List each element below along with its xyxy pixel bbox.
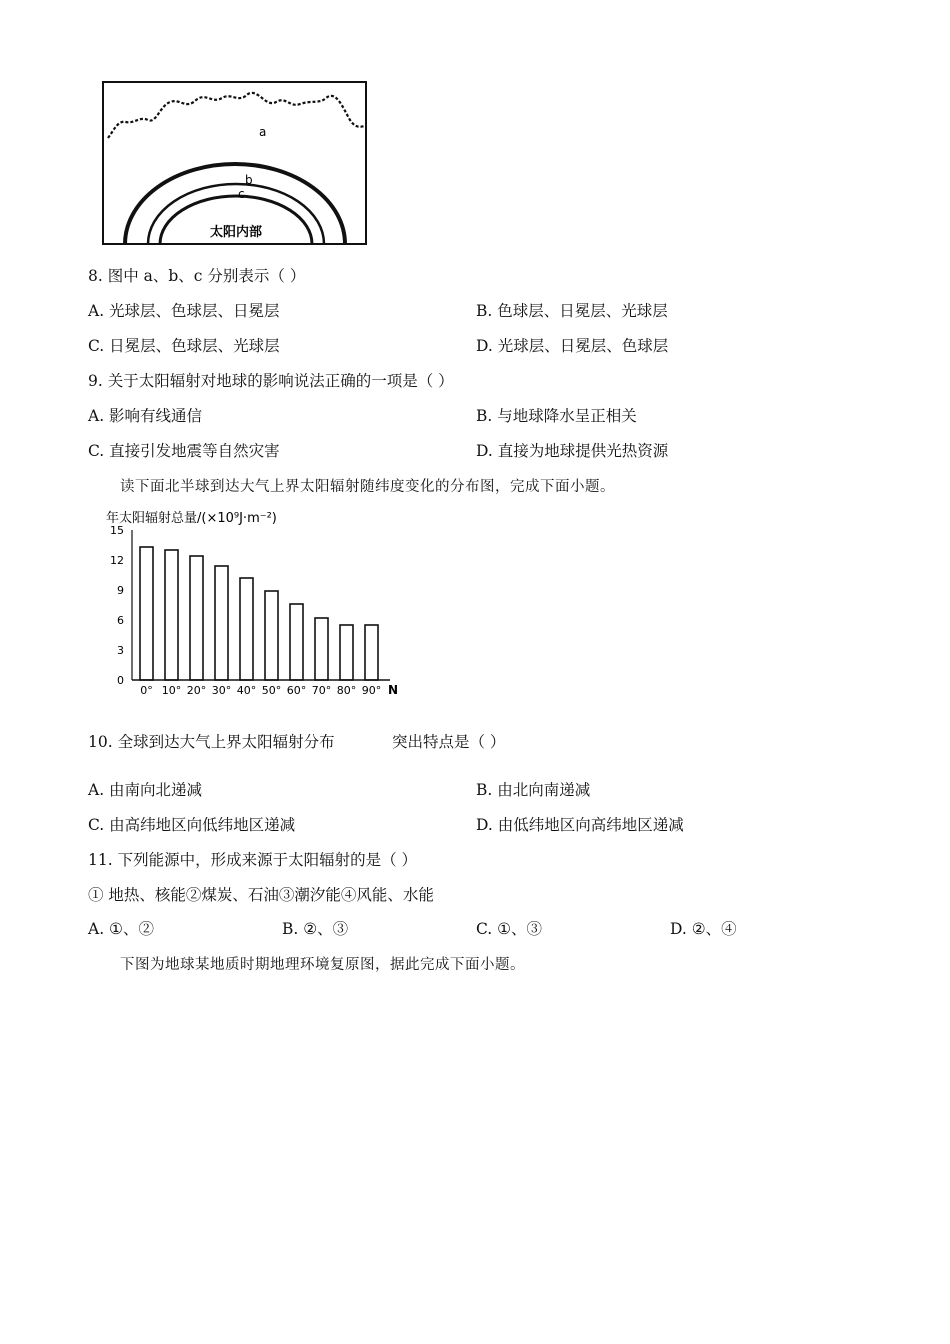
q10-option-c[interactable]: C. 由高纬地区向低纬地区递减 — [88, 816, 296, 834]
x-tick-label: 60° — [286, 684, 307, 697]
intro-geologic-period: 下图为地球某地质时期地理环境复原图，据此完成下面小题。 — [120, 957, 525, 973]
q10-option-a[interactable]: A. 由南向北递减 — [88, 781, 203, 799]
q10-stem: 10. 全球到达大气上界太阳辐射分布 — [88, 733, 335, 751]
x-tick-label: 40° — [236, 684, 257, 697]
x-tick-label: 50° — [261, 684, 282, 697]
q11-option-c[interactable]: C. ①、③ — [476, 920, 543, 938]
q9-option-b[interactable]: B. 与地球降水呈正相关 — [476, 407, 637, 425]
bar — [365, 625, 378, 680]
q9-option-c[interactable]: C. 直接引发地震等自然灾害 — [88, 442, 280, 460]
chart-title: 年太阳辐射总量/(×10⁹J·m⁻²) — [106, 511, 277, 526]
x-tick-label: 20° — [186, 684, 207, 697]
q10-option-b[interactable]: B. 由北向南递减 — [476, 781, 591, 799]
solar-atmosphere-diagram — [100, 80, 370, 248]
x-unit-label: N — [388, 683, 399, 697]
y-tick-label: 6 — [117, 614, 124, 627]
bar — [140, 547, 153, 680]
bar — [240, 578, 253, 680]
q8-stem: 8. 图中 a、b、c 分别表示（ ） — [88, 267, 306, 285]
y-tick-label: 9 — [117, 584, 124, 597]
q8-option-a[interactable]: A. 光球层、色球层、日冕层 — [88, 302, 280, 320]
label-solar-interior: 太阳内部 — [210, 225, 263, 240]
x-tick-label: 70° — [311, 684, 332, 697]
label-c: c — [238, 187, 245, 201]
intro-radiation-chart: 读下面北半球到达大气上界太阳辐射随纬度变化的分布图，完成下面小题。 — [120, 479, 615, 495]
label-a: a — [259, 125, 267, 139]
bar — [215, 566, 228, 680]
y-tick-label: 0 — [117, 674, 124, 687]
q9-option-a[interactable]: A. 影响有线通信 — [88, 407, 203, 425]
bar — [190, 556, 203, 680]
q9-stem: 9. 关于太阳辐射对地球的影响说法正确的一项是（ ） — [88, 372, 454, 390]
q11-stem: 11. 下列能源中，形成来源于太阳辐射的是（ ） — [88, 851, 418, 869]
q8-option-d[interactable]: D. 光球层、日冕层、色球层 — [476, 337, 669, 355]
q9-option-d[interactable]: D. 直接为地球提供光热资源 — [476, 442, 669, 460]
bar — [165, 550, 178, 680]
q11-option-a[interactable]: A. ①、② — [88, 920, 154, 938]
q8-option-c[interactable]: C. 日冕层、色球层、光球层 — [88, 337, 280, 355]
radiation-bar-chart — [100, 504, 410, 700]
x-tick-label: 90° — [361, 684, 382, 697]
q10-option-d[interactable]: D. 由低纬地区向高纬地区递减 — [476, 816, 684, 834]
q11-items: ① 地热、核能②煤炭、石油③潮汐能④风能、水能 — [88, 886, 434, 904]
y-tick-label: 3 — [117, 644, 124, 657]
q8-option-b[interactable]: B. 色球层、日冕层、光球层 — [476, 302, 668, 320]
x-tick-label: 0° — [140, 684, 153, 697]
label-b: b — [245, 173, 253, 187]
q10-stem-tail: 突出特点是（ ） — [392, 733, 506, 751]
corona-boundary-dotted — [108, 93, 364, 138]
q11-option-d[interactable]: D. ②、④ — [670, 920, 737, 938]
q11-option-b[interactable]: B. ②、③ — [282, 920, 349, 938]
y-tick-label: 12 — [110, 554, 124, 567]
bar — [340, 625, 353, 680]
x-tick-label: 80° — [336, 684, 357, 697]
bar — [315, 618, 328, 680]
y-tick-label: 15 — [110, 524, 124, 537]
x-tick-label: 10° — [161, 684, 182, 697]
x-tick-label: 30° — [211, 684, 232, 697]
bar — [290, 604, 303, 680]
bar — [265, 591, 278, 680]
